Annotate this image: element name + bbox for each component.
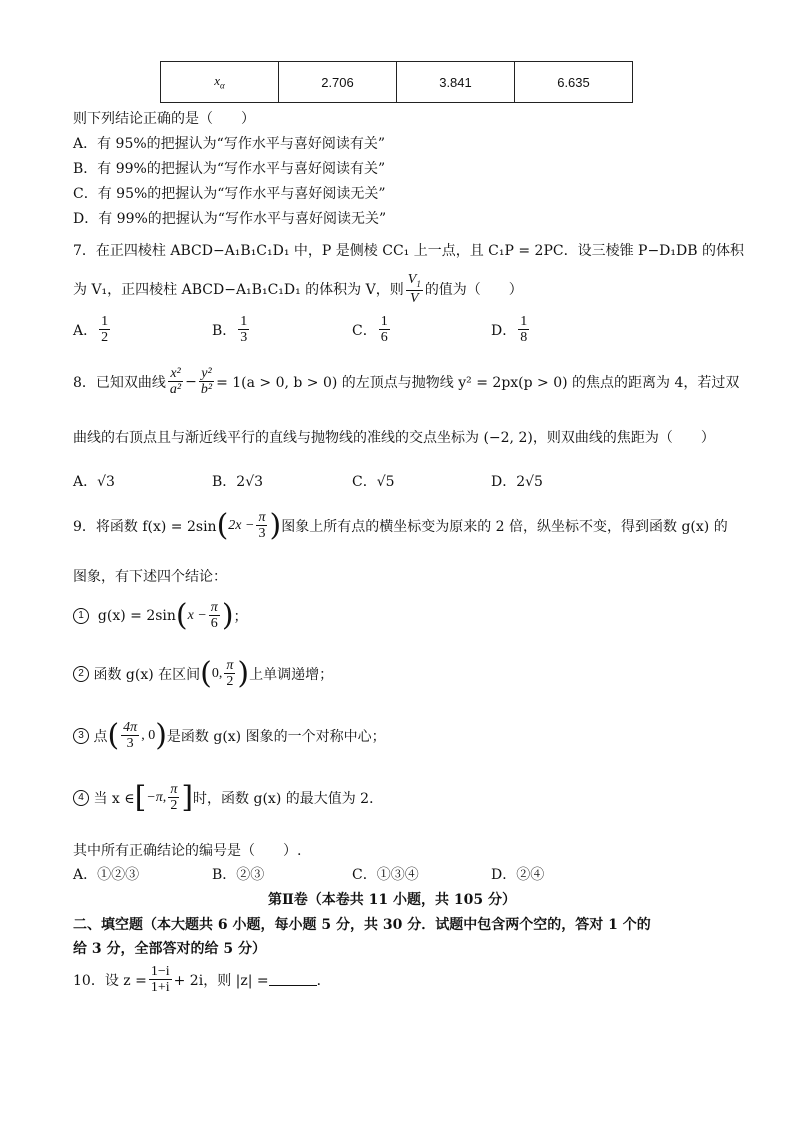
section-heading-line2: 给 3 分，全部答对的给 5 分） bbox=[73, 941, 266, 957]
q7-option-c bbox=[352, 314, 392, 346]
q8-line1: 8．已知双曲线 $\frac{\text{x²}}{\text{a²}}$ − $\frac{\text{y²}}{\text{b²}}$ = 1(a > 0, b > 0) 的左顶点与抛物线 y² = 2px(p > 0) 的焦点的距离为 4，若过双 bbox=[73, 366, 740, 398]
q8-option-d: D．2√5 bbox=[491, 474, 543, 490]
q9-line1-post: 图象上所有点的横坐标变为原来的 2 倍，纵坐标不变，得到函数 g(x) 的 bbox=[281, 518, 728, 535]
q7-option-b bbox=[212, 314, 251, 346]
q7-option-d bbox=[491, 314, 531, 346]
q6-option-a: A．有 95%的把握认为“写作水平与喜好阅读有关” bbox=[73, 136, 385, 152]
q9-statement-1: 1 g(x) = 2sin ( x − $\frac{\pi}{6}$ ) ； bbox=[73, 600, 248, 632]
q8-line1-mid: = 1(a > 0, b > 0) 的左顶点与抛物线 y² = 2px(p > 0) 的焦点的距离为 4，若过双 bbox=[216, 374, 740, 391]
q9-option-a: A．①②③ bbox=[73, 867, 140, 883]
statement-text: 时，函数 g(x) 的最大值为 2． bbox=[193, 790, 384, 807]
q6-option-c: C．有 95%的把握认为“写作水平与喜好阅读无关” bbox=[73, 186, 386, 202]
fraction: $\frac{\pi}{2}$ bbox=[226, 658, 234, 690]
fraction: $\frac{1}{2}$ bbox=[101, 314, 109, 346]
table-row bbox=[161, 62, 633, 103]
table-cell: 6.635 bbox=[515, 62, 633, 103]
option-label: B． bbox=[212, 322, 237, 339]
q6-option-b: B．有 99%的把握认为“写作水平与喜好阅读有关” bbox=[73, 161, 386, 177]
q9-line2: 图象，有下述四个结论： bbox=[73, 569, 227, 585]
circled-number: 4 bbox=[73, 790, 89, 806]
q9-ask: 其中所有正确结论的编号是（ ）. bbox=[73, 843, 302, 859]
circled-number: 2 bbox=[73, 666, 89, 682]
q7-line2 bbox=[73, 272, 523, 306]
q8-line1-pre: 8．已知双曲线 bbox=[73, 374, 166, 391]
critical-value-table bbox=[160, 61, 633, 103]
q8-option-a: A．√3 bbox=[73, 474, 115, 490]
table-cell: 2.706 bbox=[279, 62, 397, 103]
fraction: $\frac{\pi}{6}$ bbox=[210, 600, 218, 632]
section-title: 第Ⅱ卷（本卷共 11 小题，共 105 分） bbox=[268, 892, 517, 908]
statement-text: 当 x ∈ bbox=[93, 790, 135, 807]
statement-text: g(x) = 2sin bbox=[97, 607, 176, 624]
option-label: D． bbox=[491, 322, 517, 339]
statement-text: 函数 g(x) 在区间 bbox=[93, 666, 201, 683]
q9-line1-pre: 9．将函数 f(x) = 2sin bbox=[73, 518, 217, 535]
fraction: $\frac{1}{8}$ bbox=[520, 314, 528, 346]
q9-option-c: C．①③④ bbox=[352, 867, 419, 883]
statement-text: 点 bbox=[93, 728, 108, 745]
q8-option-b: B．2√3 bbox=[212, 474, 264, 490]
table-cell: $x_\alpha$ bbox=[161, 62, 279, 103]
statement-text: 上单调递增； bbox=[249, 666, 334, 683]
circled-number: 3 bbox=[73, 728, 89, 744]
q7-line2-pre: 为 V₁，正四棱柱 ABCD−A₁B₁C₁D₁ 的体积为 V，则 bbox=[73, 282, 404, 299]
fraction: $\frac{\pi}{3}$ bbox=[258, 510, 266, 542]
q7-line1: 7．在正四棱柱 ABCD−A₁B₁C₁D₁ 中，P 是侧棱 CC₁ 上一点，且 C₁P = 2PC．设三棱锥 P−D₁DB 的体积 bbox=[73, 243, 744, 259]
q10-pre: 10．设 z = bbox=[73, 972, 147, 989]
fraction: $\frac{\pi}{2}$ bbox=[170, 782, 178, 814]
option-label: C． bbox=[352, 322, 377, 339]
q9-option-b: B．②③ bbox=[212, 867, 265, 883]
q10 bbox=[73, 964, 331, 996]
q7-option-a bbox=[73, 314, 112, 346]
q8-option-c: C．√5 bbox=[352, 474, 395, 490]
answer-blank[interactable] bbox=[269, 973, 317, 986]
fraction: $\frac{1}{3}$ bbox=[240, 314, 248, 346]
statement-text: 是函数 g(x) 图象的一个对称中心； bbox=[166, 728, 386, 745]
q7-ratio-fraction: $\frac{V_1}{V}$ bbox=[407, 272, 421, 306]
q6-option-d: D．有 99%的把握认为“写作水平与喜好阅读无关” bbox=[73, 211, 387, 227]
fraction: $\frac{\text{x²}}{\text{a²}}$ bbox=[169, 366, 182, 398]
fraction: $\frac{\text{y²}}{\text{b²}}$ bbox=[200, 366, 213, 398]
q9-statement-2: 2 函数 g(x) 在区间 ( 0, $\frac{\pi}{2}$ ) 上单调递增； bbox=[73, 658, 333, 690]
q10-post: + 2i，则 |z| = bbox=[173, 972, 269, 989]
q9-statement-4: 4 当 x ∈ [ −π, $\frac{\pi}{2}$ ] 时，函数 g(x) 的最大值为 2． bbox=[73, 782, 383, 814]
fraction: $\frac{1}{6}$ bbox=[380, 314, 388, 346]
fraction: $\frac{1-i}{1+i}$ bbox=[150, 964, 170, 996]
q6-stem: 则下列结论正确的是（ ） bbox=[73, 111, 255, 127]
q9-line1: 9．将函数 f(x) = 2sin ( 2x − $\frac{\pi}{3}$ ) 图象上所有点的横坐标变为原来的 2 倍，纵坐标不变，得到函数 g(x) 的 bbox=[73, 507, 728, 543]
table-cell: 3.841 bbox=[397, 62, 515, 103]
fraction: $\frac{4\pi}{3}$ bbox=[123, 720, 138, 752]
section-heading-line1: 二、填空题（本大题共 6 小题，每小题 5 分，共 30 分．试题中包含两个空的，答对 1 个的 bbox=[73, 917, 651, 933]
q9-statement-3: 3 点 ( $\frac{4\pi}{3}$ , 0 ) 是函数 g(x) 图象的一个对称中心； bbox=[73, 720, 386, 752]
q9-option-d: D．②④ bbox=[491, 867, 545, 883]
circled-number: 1 bbox=[73, 608, 89, 624]
q10-end: ． bbox=[316, 972, 331, 989]
q7-line2-post: 的值为（ ） bbox=[424, 282, 523, 299]
q8-line2: 曲线的右顶点且与渐近线平行的直线与抛物线的准线的交点坐标为 (−2, 2)，则双曲线的焦距为（ ） bbox=[73, 430, 715, 446]
option-label: A． bbox=[73, 322, 98, 339]
